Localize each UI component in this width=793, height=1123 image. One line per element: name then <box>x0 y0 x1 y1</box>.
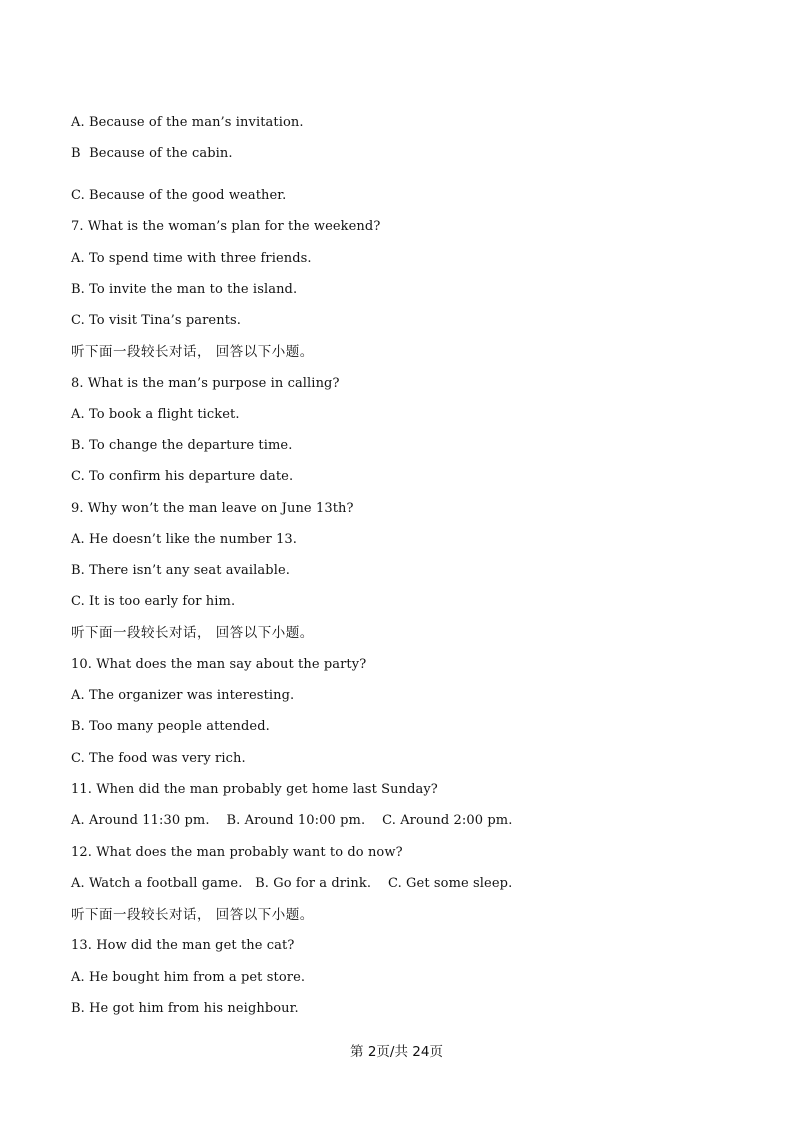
option-6b: B Because of the cabin. <box>71 146 233 161</box>
question-12: 12. What does the man probably want to do now? <box>71 845 403 860</box>
option-7a: A. To spend time with three friends. <box>71 251 312 266</box>
option-8c: C. To confirm his departure date. <box>71 469 294 484</box>
option-8a: A. To book a flight ticket. <box>71 407 240 422</box>
section-instruction: 听下面一段较长对话， 回答以下小题。 <box>71 907 314 923</box>
option-6a: A. Because of the man’s invitation. <box>71 115 304 130</box>
question-11: 11. When did the man probably get home last Sunday? <box>71 782 438 797</box>
options-11: A. Around 11:30 pm. B. Around 10:00 pm. C. Around 2:00 pm. <box>71 813 513 828</box>
options-12: A. Watch a football game. B. Go for a drink. C. Get some sleep. <box>71 876 513 891</box>
option-7c: C. To visit Tina’s parents. <box>71 313 242 328</box>
section-instruction: 听下面一段较长对话， 回答以下小题。 <box>71 344 314 360</box>
option-9a: A. He doesn’t like the number 13. <box>71 532 298 547</box>
option-10a: A. The organizer was interesting. <box>71 688 295 703</box>
option-13a: A. He bought him from a pet store. <box>71 970 306 985</box>
option-10c: C. The food was very rich. <box>71 751 246 766</box>
option-9c: C. It is too early for him. <box>71 594 236 609</box>
question-10: 10. What does the man say about the party? <box>71 657 367 672</box>
option-9b: B. There isn’t any seat available. <box>71 563 290 578</box>
option-13b: B. He got him from his neighbour. <box>71 1001 299 1016</box>
question-8: 8. What is the man’s purpose in calling? <box>71 376 340 391</box>
option-8b: B. To change the departure time. <box>71 438 293 453</box>
option-10b: B. Too many people attended. <box>71 719 270 734</box>
question-9: 9. Why won’t the man leave on June 13th? <box>71 501 354 516</box>
page-number-footer: 第 2页/共 24页 <box>350 1044 443 1060</box>
question-7: 7. What is the woman’s plan for the weekend? <box>71 219 381 234</box>
option-6c: C. Because of the good weather. <box>71 188 287 203</box>
option-7b: B. To invite the man to the island. <box>71 282 298 297</box>
section-instruction: 听下面一段较长对话， 回答以下小题。 <box>71 625 314 641</box>
question-13: 13. How did the man get the cat? <box>71 938 295 953</box>
